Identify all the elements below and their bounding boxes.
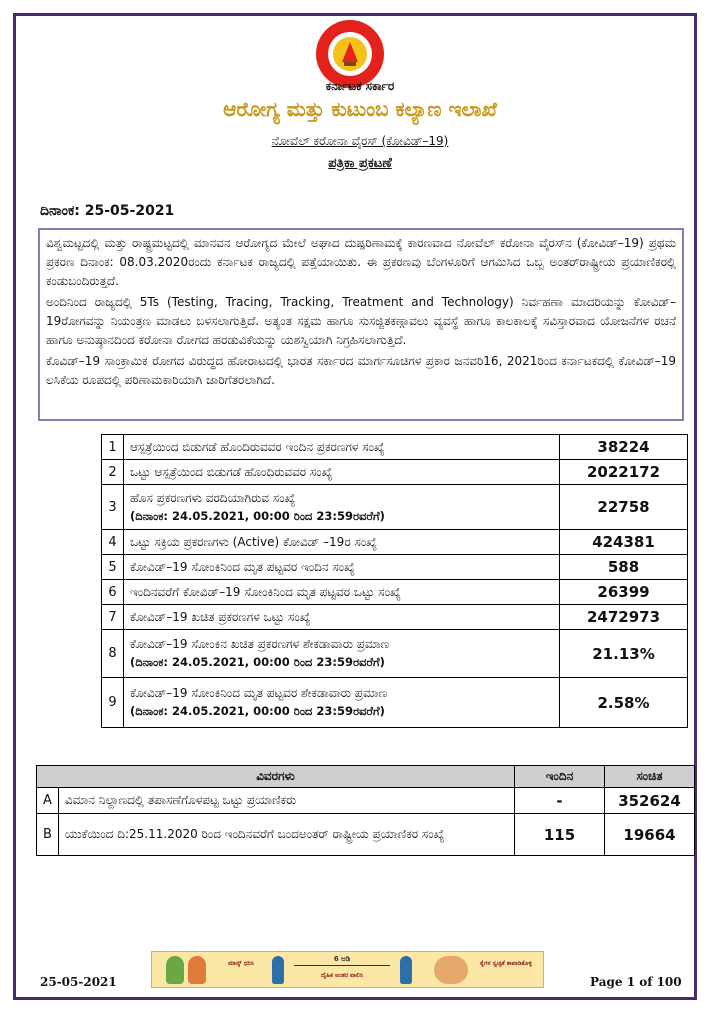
row-value: 26399 — [560, 580, 688, 605]
row-number: 5 — [102, 555, 124, 580]
row-value: 2472973 — [560, 605, 688, 630]
table-row — [102, 605, 688, 630]
row-number: 2 — [102, 460, 124, 485]
distance-value: 6 ಅಡಿ — [333, 955, 351, 963]
row-number: 4 — [102, 530, 124, 555]
row-value: 38224 — [560, 435, 688, 460]
travellers-table — [36, 765, 695, 856]
intro-paragraph: ಅಂದಿನಿಂದ ರಾಜ್ಯದಲ್ಲಿ 5Ts (Testing, Tracing, Tracking, Treatment and Technology) ನಿರ್ವಹಣಾ ಮಾದರಿಯನ್ನು ಕೋವಿಡ್–19ರೋಗವನ್ನು ನಿಯಂತ್ರಣ ಮಾಡಲು ಬಳಸಲಾಗುತ್ತಿದೆ. ಅತ್ಯಂತ ಸಕ್ಷಮ ಹಾಗೂ ಸುಸಜ್ಜಿತಕಣ್ಗಾವಲು ವ್ಯವಸ್ಥೆ ಹಾಗೂ ಕಾಲಕಾಲಕ್ಕೆ ಸವಿಸ್ತಾರವಾದ ಯೋಜನೆಗಳ ರಚನೆ ಹಾಗೂ ಅನುಷ್ಠಾನದಿಂದ ಕರೋನಾ ರೋಗದ ಹರಡುವಿಕೆಯನ್ನು ಯಶಸ್ವಿಯಾಗಿ ನಿಗ್ರಹಿಸಲಾಗುತ್ತಿದೆ. — [46, 295, 676, 347]
hand-wash-icon — [434, 956, 468, 984]
row-label: ವಿಮಾನ ನಿಲ್ದಾಣದಲ್ಲಿ ತಪಾಸಣೆಗೊಳಪಟ್ಟ ಒಟ್ಟು ಪ್ರಯಾಣಿಕರು — [58, 788, 514, 814]
row-number: 9 — [102, 678, 124, 728]
table-row — [102, 435, 688, 460]
row-cumulative: 352624 — [605, 788, 695, 814]
row-number: 7 — [102, 605, 124, 630]
row-label: ಇಂದಿನವರೆಗೆ ಕೋವಿಡ್–19 ಸೋಂಕಿನಿಂದ ಮೃತ ಪಟ್ಟವರ ಒಟ್ಟು ಸಂಖ್ಯೆ — [124, 580, 560, 605]
row-date-range: (ದಿನಾಂಕ: 24.05.2021, 00:00 ರಿಂದ 23:59ರವರೆಗೆ) — [130, 508, 385, 523]
row-value: 22758 — [560, 485, 688, 530]
column-header-cumulative: ಸಂಚಿತ — [605, 766, 695, 788]
subtitle: ನೋವೆಲ್ ಕರೋನಾ ವೈರಸ್ (ಕೋವಿಡ್–19) — [271, 134, 449, 148]
table-row — [102, 460, 688, 485]
page-number: Page 1 of 100 — [590, 975, 682, 989]
row-number: 1 — [102, 435, 124, 460]
row-value: 424381 — [560, 530, 688, 555]
row-value: 588 — [560, 555, 688, 580]
row-label: ಯುಕೆಯಿಂದ ದಿ:25.11.2020 ರಿಂದ ಇಂದಿನವರೆಗೆ ಬಂದಅಂತರ್ ರಾಷ್ಟ್ರೀಯ ಪ್ರಯಾಣಿಕರ ಸಂಖ್ಯೆ — [58, 814, 514, 856]
department-title: ಆರೋಗ್ಯ ಮತ್ತು ಕುಟುಂಬ ಕಲ್ಯಾಣ ಇಲಾಖೆ — [223, 97, 497, 121]
table-row — [102, 630, 688, 678]
table-row — [37, 788, 695, 814]
row-value: 2.58% — [560, 678, 688, 728]
row-today: 115 — [515, 814, 605, 856]
row-label: ಕೋವಿಡ್–19 ಖಚಿತ ಪ್ರಕರಣಗಳ ಒಟ್ಟು ಸಂಖ್ಯೆ — [124, 605, 560, 630]
row-label: ಒಟ್ಟು ಆಸ್ಪತ್ರೆಯಿಂದ ಬಿಡುಗಡೆ ಹೊಂದಿರುವವರ ಸಂಖ್ಯೆ — [124, 460, 560, 485]
row-value: 2022172 — [560, 460, 688, 485]
table-row — [102, 485, 688, 530]
column-header-today: ಇಂದಿನ — [515, 766, 605, 788]
table-row — [102, 530, 688, 555]
table-header-row — [37, 766, 695, 788]
row-value: 21.13% — [560, 630, 688, 678]
distance-arrow-icon — [294, 965, 390, 966]
statistics-table — [101, 434, 688, 728]
person-icon — [272, 956, 284, 984]
row-number: 8 — [102, 630, 124, 678]
person-mask-icon — [166, 956, 184, 984]
row-date-range: (ದಿನಾಂಕ: 24.05.2021, 00:00 ರಿಂದ 23:59ರವರೆಗೆ) — [130, 704, 385, 718]
row-id: A — [37, 788, 59, 814]
distance-message: ದೈಹಿಕ ಅಂತರ ಪಾಲಿಸಿ — [320, 972, 364, 979]
row-label: ಒಟ್ಟು ಸಕ್ರಿಯ ಪ್ರಕರಣಗಳು (Active) ಕೋವಿಡ್ –19ರ ಸಂಖ್ಯೆ — [124, 530, 560, 555]
row-label: ಕೋವಿಡ್–19 ಸೋಂಕಿನಿಂದ ಮೃತ ಪಟ್ಟವರ ಶೇಕಡಾವಾರು ಪ್ರಮಾಣ — [130, 686, 388, 700]
row-label: ಹೊಸ ಪ್ರಕರಣಗಳು ವರದಿಯಾಗಿರುವ ಸಂಖ್ಯೆ — [130, 490, 296, 505]
press-release-heading: ಪತ್ರಿಕಾ ಪ್ರಕಟಣೆ — [328, 156, 392, 171]
government-name: ಕರ್ನಾಟಕ ಸರ್ಕಾರ — [325, 79, 395, 93]
row-date-range: (ದಿನಾಂಕ: 24.05.2021, 00:00 ರಿಂದ 23:59ರವರೆಗೆ) — [130, 655, 385, 669]
row-number: 3 — [102, 485, 124, 530]
person-mask-icon — [188, 956, 206, 984]
person-icon — [400, 956, 412, 984]
column-header-details: ವಿವರಗಳು — [37, 766, 515, 788]
table-row — [102, 580, 688, 605]
row-number: 6 — [102, 580, 124, 605]
safety-banner — [151, 951, 544, 988]
row-label: ಕೋವಿಡ್–19 ಸೋಂಕಿನಿಂದ ಮೃತ ಪಟ್ಟವರ ಇಂದಿನ ಸಂಖ್ಯೆ — [124, 555, 560, 580]
row-label: ಆಸ್ಪತ್ರೆಯಿಂದ ಬಿಡುಗಡೆ ಹೊಂದಿರುವವರ ಇಂದಿನ ಪ್ರಕರಣಗಳ ಸಂಖ್ಯೆ — [124, 435, 560, 460]
row-label: ಕೋವಿಡ್–19 ಸೋಂಕಿನ ಖಚಿತ ಪ್ರಕರಣಗಳ ಶೇಕಡಾವಾರು ಪ್ರಮಾಣ — [130, 637, 390, 651]
release-date: ದಿನಾಂಕ: 25-05-2021 — [40, 203, 175, 219]
intro-paragraph: ವಿಶ್ವಮಟ್ಟದಲ್ಲಿ ಮತ್ತು ರಾಷ್ಟ್ರಮಟ್ಟದಲ್ಲಿ ಮಾನವನ ಆರೋಗ್ಯದ ಮೇಲೆ ಅಘಾದ ದುಷ್ಪರಿಣಾಮಕ್ಕೆ ಕಾರಣವಾದ ನೋವೆಲ್ ಕರೋನಾ ವೈರಸ್‌ನ (ಕೋವಿಡ್–19) ಪ್ರಥಮ ಪ್ರಕರಣ ದಿನಾಂಕ: 08.03.2020ರಂದು ಕರ್ನಾಟಕ ರಾಜ್ಯದಲ್ಲಿ ಪತ್ತೆಯಾಯಿತು. ಈ ಪ್ರಕರಣವು ಬೆಂಗಳೂರಿಗೆ ಆಗಮಿಸಿದ ಒಬ್ಬ ಅಂತರ್‌ರಾಷ್ಟ್ರೀಯ ಪ್ರಯಾಣಿಕರಲ್ಲಿ ಕಂಡುಬಂದಿರುತ್ತದೆ. — [46, 236, 676, 288]
footer-date: 25-05-2021 — [40, 975, 117, 989]
mask-message: ಮಾಸ್ಕ್ ಧರಿಸಿ — [228, 960, 254, 967]
row-id: B — [37, 814, 59, 856]
table-row — [102, 555, 688, 580]
table-row — [37, 814, 695, 856]
hand-hygiene-message: ಕೈಗಳ ಸ್ವಚ್ಛತೆ ಕಾಪಾಡಿಕೊಳ್ಳಿ — [480, 960, 532, 967]
row-cumulative: 19664 — [605, 814, 695, 856]
row-today: - — [515, 788, 605, 814]
intro-box — [38, 228, 684, 421]
table-row — [102, 678, 688, 728]
intro-paragraph: ಕೊವಿಡ್–19 ಸಾಂಕ್ರಾಮಿಕ ರೋಗದ ವಿರುದ್ಧದ ಹೋರಾಟದಲ್ಲಿ ಭಾರತ ಸರ್ಕಾರದ ಮಾರ್ಗಸೂಚಿಗಳ ಪ್ರಕಾರ ಜನವರಿ16, 2021ರಿಂದ ಕರ್ನಾಟಕದಲ್ಲಿ ಕೋವಿಡ್–19 ಲಸಿಕೆಯ ರೂಪದಲ್ಲಿ ಪರಿಣಾಮಕಾರಿಯಾಗಿ ಜಾರಿಗೆತರಲಾಗಿದೆ. — [46, 354, 676, 387]
